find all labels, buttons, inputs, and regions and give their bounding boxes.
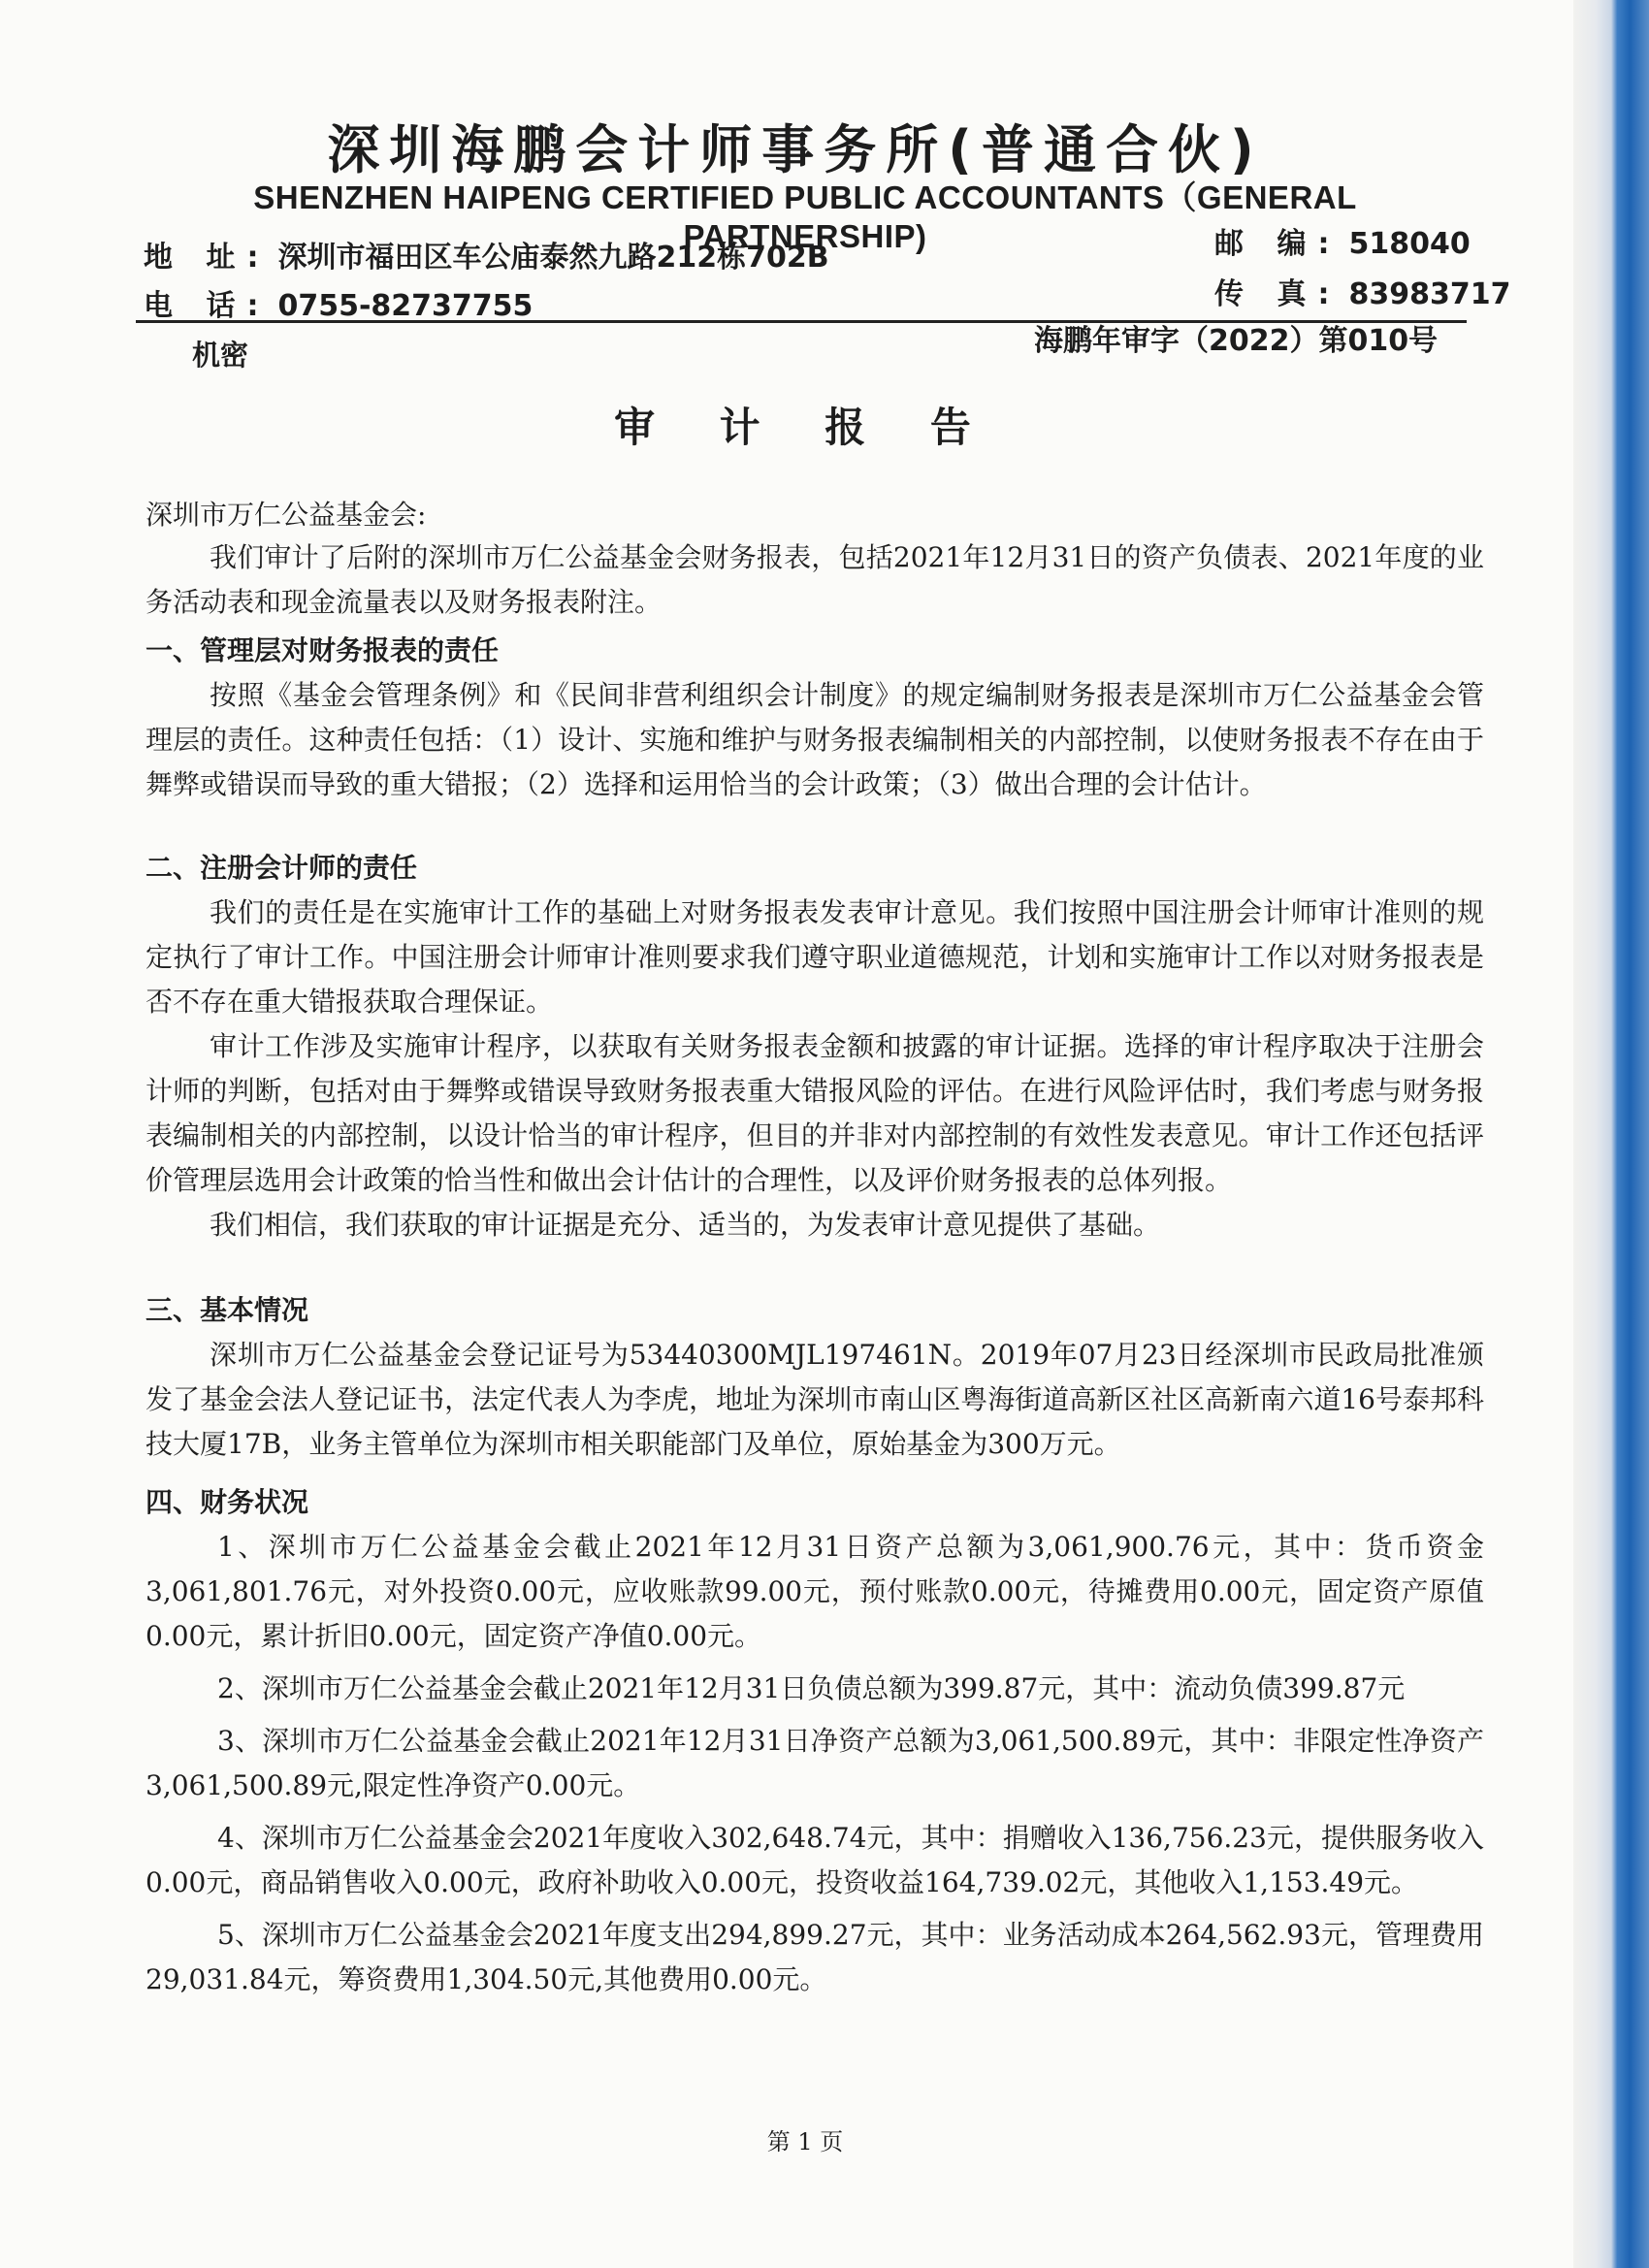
firm-name-en: SHENZHEN HAIPENG CERTIFIED PUBLIC ACCOUNTANTS（GENERAL PARTNERSHIP) (253, 179, 1357, 254)
section-heading: 一、管理层对财务报表的责任 (146, 634, 500, 666)
binding-edge (1573, 0, 1649, 2268)
postcode-label: 邮 编: (1214, 227, 1342, 261)
section-heading: 二、注册会计师的责任 (146, 852, 418, 884)
section-paragraph: 按照《基金会管理条例》和《民间非营利组织会计制度》的规定编制财务报表是深圳市万仁公益基金会管理层的责任。这种责任包括：（1）设计、实施和维护与财务报表编制相关的内部控制，以使财务报表不存在由于舞弊或错误而导致的重大错报；（2）选择和运用恰当的会计政策；（3）做出合理的会计估计。 (146, 679, 1484, 800)
section-financial-status (146, 1480, 1484, 2010)
section-paragraph: 深圳市万仁公益基金会登记证号为53440300MJL197461N。2019年07月23日经深圳市民政局批准颁发了基金会法人登记证书，法定代表人为李虎，地址为深圳市南山区粤海街道高新区社区高新南六道16号泰邦科技大厦17B，业务主管单位为深圳市相关职能部门及单位，原始基金为300万元。 (146, 1339, 1484, 1460)
intro-block (146, 535, 1484, 625)
fax-label: 传 真: (1214, 277, 1342, 311)
financial-item: 1、深圳市万仁公益基金会截止2021年12月31日资产总额为3,061,900.76元，其中：货币资金3,061,801.76元，对外投资0.00元，应收账款99.00元，预付账款0.00元，待摊费用0.00元，固定资产原值0.00元，累计折旧0.00元，固定资产净值0.00元。 (146, 1531, 1484, 1652)
postcode-value: 518040 (1348, 227, 1471, 261)
phone-value: 0755-82737755 (277, 289, 534, 323)
section-management-responsibility (146, 629, 1484, 807)
fax-line (1214, 270, 1510, 312)
address-value: 深圳市福田区车公庙泰然九路212栋702B (277, 241, 829, 275)
section-heading: 四、财务状况 (146, 1486, 309, 1518)
fax-value: 83983717 (1348, 277, 1511, 311)
section-auditor-responsibility (146, 846, 1484, 1247)
address-line (144, 233, 829, 275)
section-paragraph: 审计工作涉及实施审计程序，以获取有关财务报表金额和披露的审计证据。选择的审计程序取决于注册会计师的判断，包括对由于舞弊或错误导致财务报表重大错报风险的评估。在进行风险评估时，我们考虑与财务报表编制相关的内部控制，以设计恰当的审计程序，但目的并非对内部控制的有效性发表意见。审计工作还包括评价管理层选用会计政策的恰当性和做出会计估计的合理性，以及评价财务报表的总体列报。 (146, 1030, 1484, 1196)
confidential-mark: 机密 (192, 339, 249, 372)
phone-line (144, 281, 533, 324)
financial-item: 2、深圳市万仁公益基金会截止2021年12月31日负债总额为399.87元，其中：流动负债399.87元 (217, 1672, 1406, 1704)
financial-item: 5、深圳市万仁公益基金会2021年度支出294,899.27元，其中：业务活动成本264,562.93元，管理费用29,031.84元，筹资费用1,304.50元,其他费用0.00元。 (146, 1919, 1484, 1995)
firm-name-cn: 深圳海鹏会计师事务所(普通合伙) (327, 119, 1264, 180)
intro-paragraph: 我们审计了后附的深圳市万仁公益基金会财务报表，包括2021年12月31日的资产负债表、2021年度的业务活动表和现金流量表以及财务报表附注。 (146, 541, 1484, 618)
addressee: 深圳市万仁公益基金会: (146, 499, 427, 531)
financial-item: 3、深圳市万仁公益基金会截止2021年12月31日净资产总额为3,061,500.89元，其中：非限定性净资产3,061,500.89元,限定性净资产0.00元。 (146, 1725, 1484, 1801)
postcode-line (1214, 219, 1471, 262)
phone-label: 电 话: (144, 289, 271, 323)
section-paragraph: 我们相信，我们获取的审计证据是充分、适当的，为发表审计意见提供了基础。 (210, 1209, 1161, 1241)
address-label: 地 址: (144, 241, 271, 275)
section-paragraph: 我们的责任是在实施审计工作的基础上对财务报表发表审计意见。我们按照中国注册会计师审计准则的规定执行了审计工作。中国注册会计师审计准则要求我们遵守职业道德规范，计划和实施审计工作以对财务报表是否不存在重大错报获取合理保证。 (146, 896, 1484, 1018)
financial-item: 4、深圳市万仁公益基金会2021年度收入302,648.74元，其中：捐赠收入136,756.23元，提供服务收入0.00元，商品销售收入0.00元，政府补助收入0.00元，投资收益164,739.02元，其他收入1,153.49元。 (146, 1822, 1484, 1898)
page-number: 第 1 页 (766, 2128, 844, 2155)
section-heading: 三、基本情况 (146, 1294, 309, 1326)
report-title: 审 计 报 告 (614, 404, 996, 451)
section-basic-info (146, 1288, 1484, 1467)
document-number: 海鹏年审字（2022）第010号 (1034, 324, 1439, 358)
